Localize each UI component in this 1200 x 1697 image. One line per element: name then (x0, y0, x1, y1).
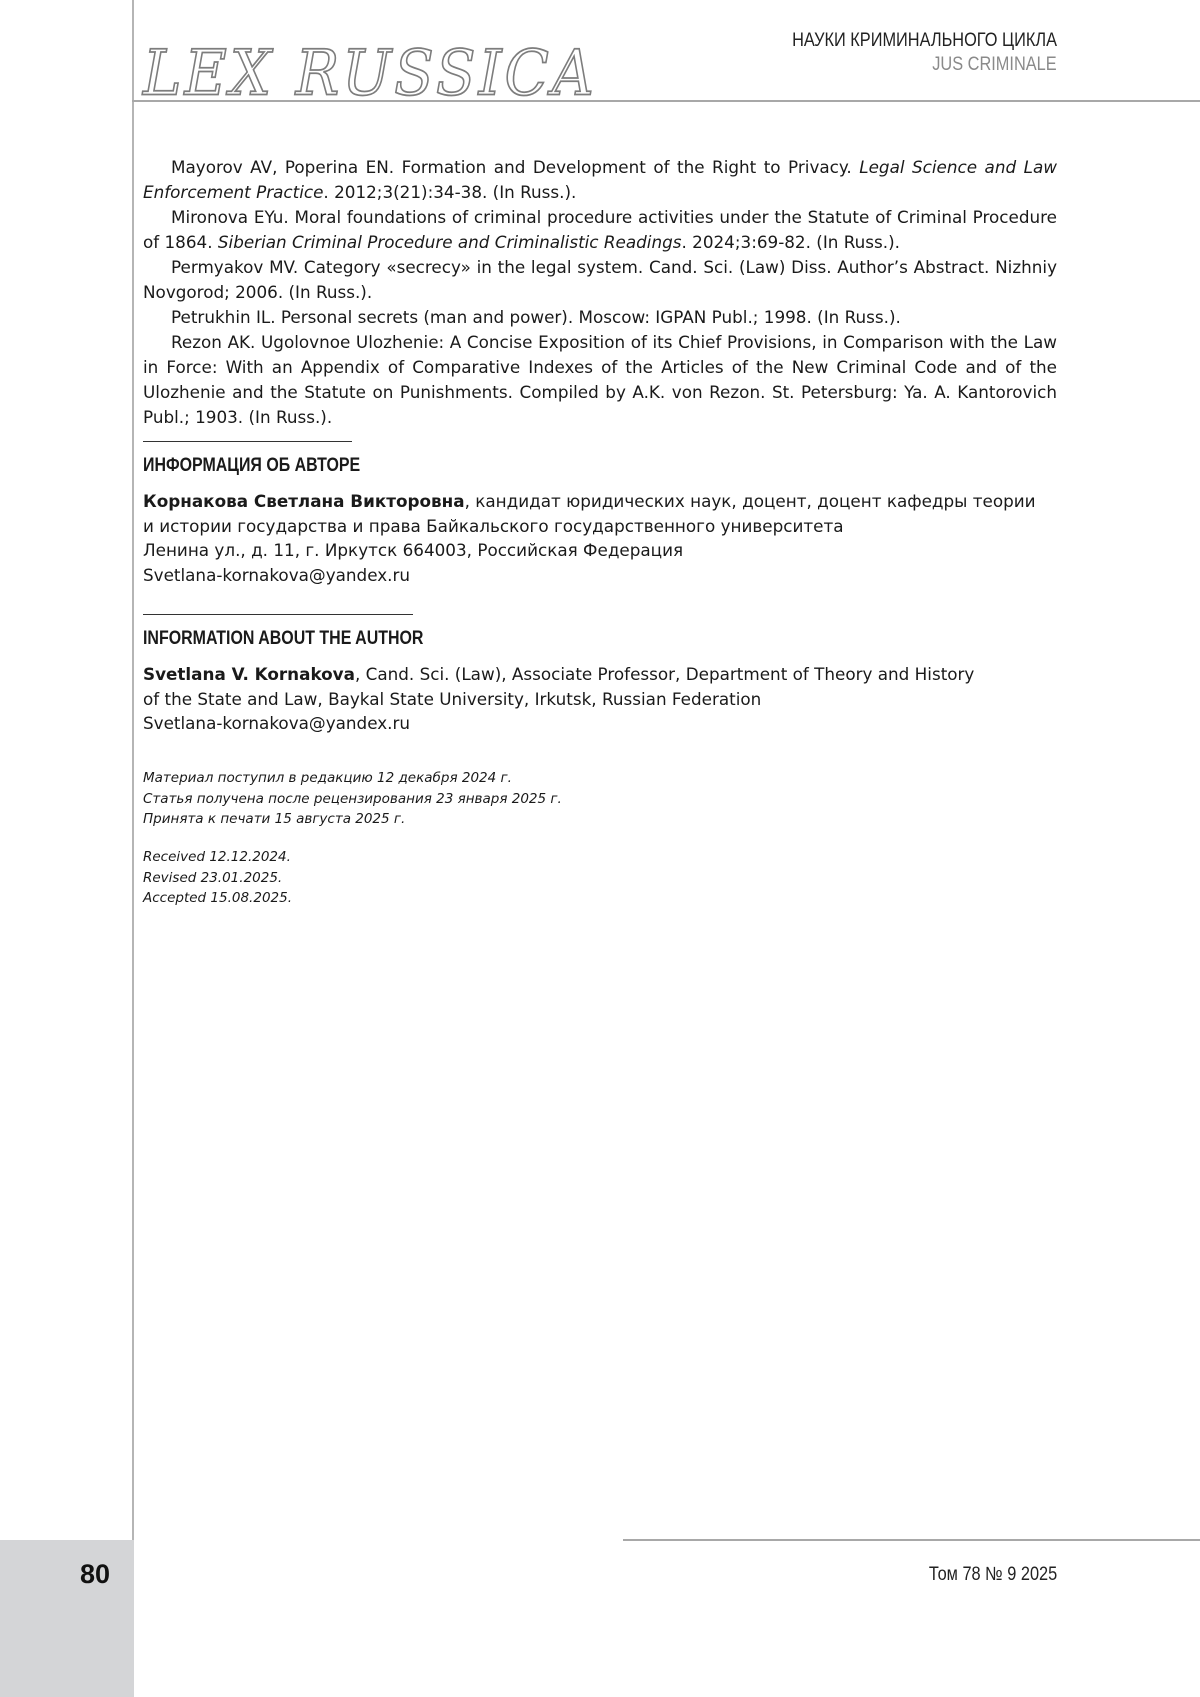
section-title-ru: НАУКИ КРИМИНАЛЬНОГО ЦИКЛА (792, 30, 1057, 51)
reference-item: Rezon AK. Ugolovnoe Ulozhenie: A Concise Exposition of its Chief Provisions, in Comparison with the Law in Force: With an Appendix of Comparative Indexes of the Articles of the New Criminal Code and of the Ulozhenie and the Statute on Punishments. Compiled by A.K. von Rezon. St. Petersburg: Ya. A. Kantorovich Publ.; 1903. (In Russ.). (143, 332, 1057, 427)
reference-item: Petrukhin IL. Personal secrets (man and power). Moscow: IGPAN Publ.; 1998. (In Russ.). (171, 307, 901, 327)
author-name-ru: Корнакова Светлана Викторовна (143, 491, 465, 511)
journal-title: Siberian Criminal Procedure and Criminalistic Readings (217, 232, 682, 252)
author-info-heading-en: INFORMATION ABOUT THE AUTHOR (143, 628, 424, 649)
submission-dates-en: Received 12.12.2024. Revised 23.01.2025. Accepted 15.08.2025. (143, 849, 293, 906)
reference-list (143, 155, 1057, 430)
section-separator (143, 441, 352, 442)
section-separator (143, 614, 413, 615)
author-info-ru: Корнакова Светлана Викторовна, кандидат юридических наук, доцент, доцент кафедры теории и истории государства и права Байкальского государственного университета Ленина ул., д. 11, г. Иркутск 664003, Российская Федерация Svetlana-kornakova@yandex.ru (143, 489, 1043, 587)
reference-item: Permyakov MV. Category «secrecy» in the legal system. Cand. Sci. (Law) Diss. Author’s Abstract. Nizhniy Novgorod; 2006. (In Russ.). (143, 257, 1057, 302)
journal-logo: LEX RUSSICA (143, 36, 597, 110)
journal-title: Legal Science and Law Enforcement Practice (143, 157, 1057, 202)
page-number-band (0, 1540, 134, 1697)
author-email-en[interactable]: Svetlana-kornakova@yandex.ru (143, 713, 411, 733)
author-info-heading-ru: ИНФОРМАЦИЯ ОБ АВТОРЕ (143, 455, 361, 476)
author-name-en: Svetlana V. Kornakova (143, 664, 355, 684)
reference-item: Mayorov AV, Poperina EN. Formation and Development of the Right to Privacy. Legal Science and Law Enforcement Practice. 2012;3(21):34-38. (In Russ.). (143, 157, 1057, 202)
reference-item: Mironova EYu. Moral foundations of criminal procedure activities under the Statute of Criminal Procedure of 1864. Siberian Criminal Procedure and Criminalistic Readings. 2024;3:69-82. (In Russ.). (143, 207, 1057, 252)
page-number: 80 (80, 1559, 111, 1589)
issue-info: Том 78 № 9 2025 (928, 1564, 1057, 1585)
author-email-ru[interactable]: Svetlana-kornakova@yandex.ru (143, 564, 411, 585)
section-title-en: JUS CRIMINALE (932, 54, 1057, 75)
author-info-en: Svetlana V. Kornakova, Cand. Sci. (Law), Associate Professor, Department of Theory and History of the State and Law, Baykal State University, Irkutsk, Russian Federation Svetlana-kornakova@yandex.ru (143, 662, 1043, 736)
footer-rule (623, 1539, 1200, 1541)
submission-dates-ru: Материал поступил в редакцию 12 декабря 2024 г. Статья получена после рецензирования 23 января 2025 г. Принята к печати 15 августа 2025 г. (143, 770, 562, 827)
left-margin-rule (132, 0, 134, 1540)
author-address-ru: Ленина ул., д. 11, г. Иркутск 664003, Российская Федерация (143, 540, 684, 560)
